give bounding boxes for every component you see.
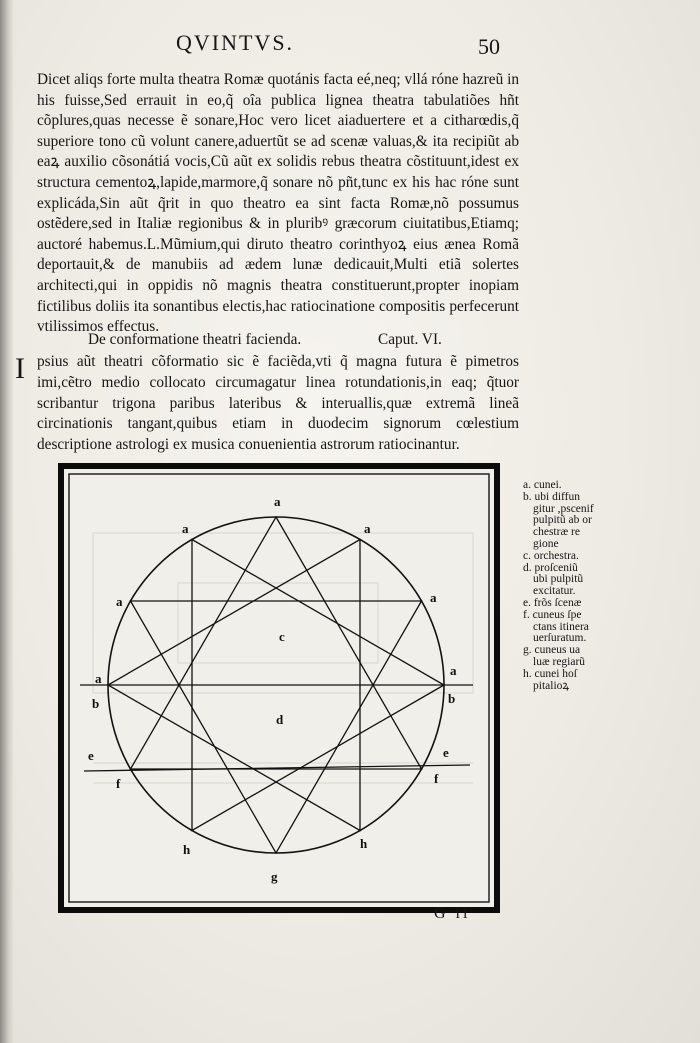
legend-line: luæ regiarũ <box>533 655 586 668</box>
label-g-bottom: g <box>271 869 278 884</box>
legend-line: pitalioꝝ <box>533 679 570 692</box>
legend-line: d. proſceniũ <box>523 561 578 574</box>
legend-line: a. cunei. <box>523 479 562 491</box>
legend-line: e. frõs ſcenæ <box>523 596 582 609</box>
chapter-number: Caput. VI. <box>378 331 442 348</box>
theatre-diagram <box>58 463 500 913</box>
legend-line: gione <box>533 537 559 550</box>
signature-mark: G ii <box>434 905 471 922</box>
legend-line: ubi pulpitũ <box>533 573 584 586</box>
legend-line: chestræ re <box>533 526 580 539</box>
label-a-left: a <box>116 594 123 609</box>
legend-line: h. cunei hoſ <box>523 667 577 680</box>
label-a-right-axis: a <box>450 663 457 678</box>
label-a-upper-left: a <box>182 521 189 536</box>
page-number: 50 <box>478 34 500 59</box>
legend-line: b. ubi diffun <box>523 490 580 503</box>
body-text-block-2 <box>15 352 519 456</box>
chapter-title: De conformatione theatri facienda. <box>88 331 302 348</box>
paragraph-2: psius aũt theatri cõformatio sic ẽ faciẽda,vti q̃ magna futura ẽ pimetros imi,cẽtro medio collocato circumagatur linea rotundationis,in eaq; q̃tuor scribantur trigona paribus lateribus & interuallis,quæ extremã lineã circinationis tangant,quibus etiam in duodecim signorum cœlestium descriptione astrologi ex musica conuenientia astrorum ratiocinantur. <box>37 353 519 454</box>
label-h-right: h <box>360 836 368 851</box>
legend-line: g. cuneus ua <box>523 644 581 657</box>
label-f-right: f <box>434 771 439 786</box>
legend-line: uerſuratum. <box>533 632 587 645</box>
legend-line: ctans itinera <box>533 620 589 633</box>
drop-initial: I <box>15 352 25 385</box>
label-a-upper-right: a <box>364 521 371 536</box>
figure-legend <box>523 480 603 692</box>
legend-line: c. orchestra. <box>523 549 579 562</box>
paragraph-1: Dicet aliqs forte multa theatra Romæ quotánis facta eé,neq; vllá róne hazreũ in his fuisse,Sed errauit in eo,q̃ oîa publica lignea theatra tabulatiões hñt cõplures,quas necesse ẽ sonare,Hoc vero licet aiaduertere et a citharœdis,q̃ superiore tono cũ volunt canere,aduertũt se ad scenæ valuas,& ita recipiũt ab eaꝝ auxilio cõsonátiá vocis,Cũ aũt ex solidis rebus theatra cõstituunt,idest ex structura cementoꝝ,lapide,marmore,q̃ sonare nõ pñt,tunc ex his hac róne sunt explicáda,Sin aũt q̃rit in quo theatro ea sint facta Romæ,nõ possumus ostẽdere,sed in Italiæ regionibus & in pluribꝰ græcorum ciuitatibus,Etiamq; auctoré habemus.L.Mũmium,qui diruto theatro corinthyoꝝ eius ænea Romã deportauit,& de manubiis ad ædem lunæ dedicauit,Multi etiã solertes architecti,qui in oppidis nõ magnis theatra constituerunt,propter inopiam fictilibus doliis ita sonantibus electis,hac ratiocinatione compositis perfecerunt vtilissimos effectus. <box>37 71 519 336</box>
label-a-top: a <box>274 494 281 509</box>
legend-line: pulpitũ ab or <box>533 514 592 527</box>
label-a-right: a <box>430 590 437 605</box>
legend-line: f. cuneus ſpe <box>523 608 582 621</box>
label-c-orchestra: c <box>279 629 285 644</box>
label-e-left: e <box>88 748 94 763</box>
label-b-right: b <box>448 691 456 706</box>
label-f-left: f <box>116 776 121 791</box>
label-e-right: e <box>443 745 449 760</box>
label-b-left: b <box>92 696 100 711</box>
body-text-block-1 <box>37 70 519 338</box>
gutter-shadow <box>0 0 14 1043</box>
label-h-left: h <box>183 842 191 857</box>
running-title: QVINTVS. <box>176 30 295 55</box>
label-d-proscenium: d <box>276 712 284 727</box>
label-a-left-axis: a <box>95 671 102 686</box>
legend-line: gitur ,pscenif <box>533 502 594 515</box>
legend-line: excitatur. <box>533 585 576 598</box>
chapter-heading-row <box>88 331 488 349</box>
